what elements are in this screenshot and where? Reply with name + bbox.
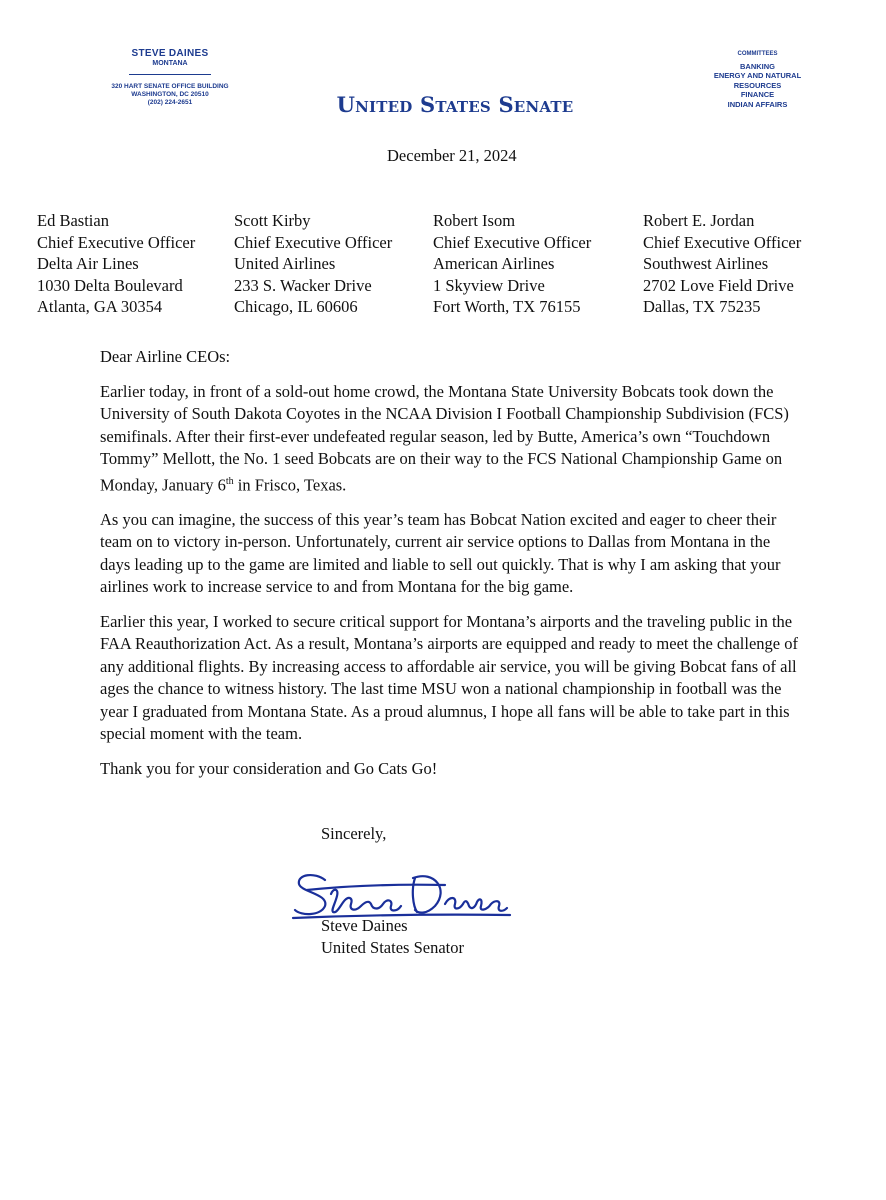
paragraph-3: Earlier this year, I worked to secure critical support for Montana’s airports and the traveling public in the FAA Reauthorization Act. As a result, Montana’s airports are equipped and ready to meet the challenge of any additional flights. By increasing access to affordable air service, you will be giving Bobcat fans of all ages the chance to witness history. The last time MSU won a national championship in football was the year I graduated from Montana State. As a proud alumnus, I hope all fans will be able to take part in this special moment with the team.	[100, 611, 798, 743]
letterhead-left	[100, 48, 240, 107]
office-address	[100, 83, 240, 107]
addressee-street: 1 Skyview Drive	[433, 275, 545, 295]
addressee-name: Robert Isom	[433, 211, 516, 230]
addressee-name: Robert E. Jordan	[643, 211, 755, 230]
signer-name: Steve Daines	[321, 916, 408, 935]
addressee-american	[433, 210, 591, 318]
paragraph-1-text: Earlier today, in front of a sold-out home crowd, the Montana State University Bobcats took down the University of South Dakota Coyotes in the NCAA Division I Football Championship Subdivision (FCS) semifinals. After their first-ever undefeated regular season, led by Butte, America’s own “Touchdown Tommy” Mellott, the No. 1 seed Bobcats are on their way to the FCS National Championship Game on Monday, January 6	[100, 381, 789, 494]
committee-item: RESOURCES	[733, 80, 782, 90]
addressee-city: Fort Worth, TX 76155	[433, 297, 581, 316]
addressee-company: Southwest Airlines	[643, 254, 769, 273]
letter-body	[100, 346, 800, 792]
office-address-line: WASHINGTON, DC 20510	[131, 91, 209, 98]
addressee-city: Atlanta, GA 30354	[37, 297, 163, 316]
addressee-title: Chief Executive Officer	[643, 232, 802, 252]
senator-state: MONTANA	[152, 60, 188, 67]
addressee-united	[234, 210, 392, 318]
signer-title: United States Senator	[321, 938, 464, 957]
committees-list	[700, 50, 815, 109]
addressee-city: Dallas, TX 75235	[643, 297, 761, 316]
addressee-block	[0, 210, 886, 320]
paragraph-2: As you can imagine, the success of this year’s team has Bobcat Nation excited and eager to cheer their team on to victory in-person. Unfortunately, current air service options to Dallas from Montana in the days leading up to the game are limited and liable to sell out quickly. That is why I am asking that your airlines work to increase service to and from Montana for the big game.	[100, 509, 781, 596]
addressee-title: Chief Executive Officer	[433, 232, 592, 252]
committee-item: BANKING	[740, 61, 775, 71]
addressee-title: Chief Executive Officer	[234, 232, 393, 252]
addressee-name: Ed Bastian	[37, 211, 109, 230]
committee-item: FINANCE	[740, 90, 775, 99]
addressee-company: American Airlines	[433, 254, 555, 273]
committee-item: ENERGY AND NATURAL	[713, 71, 802, 80]
ordinal-suffix: th	[225, 475, 234, 487]
committee-item: INDIAN AFFAIRS	[727, 99, 788, 109]
addressee-company: United Airlines	[234, 254, 336, 273]
addressee-city: Chicago, IL 60606	[234, 297, 358, 316]
paragraph-1	[100, 381, 800, 497]
paragraph-1-text-end: in Frisco, Texas.	[233, 475, 347, 494]
valediction: Sincerely,	[321, 824, 387, 843]
addressee-company: Delta Air Lines	[37, 254, 139, 273]
addressee-street: 2702 Love Field Drive	[643, 275, 794, 295]
addressee-title: Chief Executive Officer	[37, 232, 196, 252]
letterhead-title: United States Senate	[336, 92, 574, 117]
office-address-line: 320 HART SENATE OFFICE BUILDING	[111, 83, 229, 90]
addressee-delta	[37, 210, 195, 318]
addressee-street: 1030 Delta Boulevard	[37, 275, 183, 295]
office-phone: (202) 224-2651	[147, 99, 193, 106]
letter-date: December 21, 2024	[387, 146, 517, 165]
salutation: Dear Airline CEOs:	[100, 347, 231, 366]
addressee-street: 233 S. Wacker Drive	[234, 275, 372, 295]
letterhead-divider	[129, 74, 211, 75]
handwritten-signature	[285, 860, 515, 930]
committees-heading: COMMITTEES	[737, 51, 778, 57]
senator-name: STEVE DAINES	[131, 48, 209, 59]
addressee-southwest	[643, 210, 801, 318]
addressee-name: Scott Kirby	[234, 211, 311, 230]
signature-icon	[285, 860, 515, 930]
paragraph-4: Thank you for your consideration and Go Cats Go!	[100, 758, 438, 778]
